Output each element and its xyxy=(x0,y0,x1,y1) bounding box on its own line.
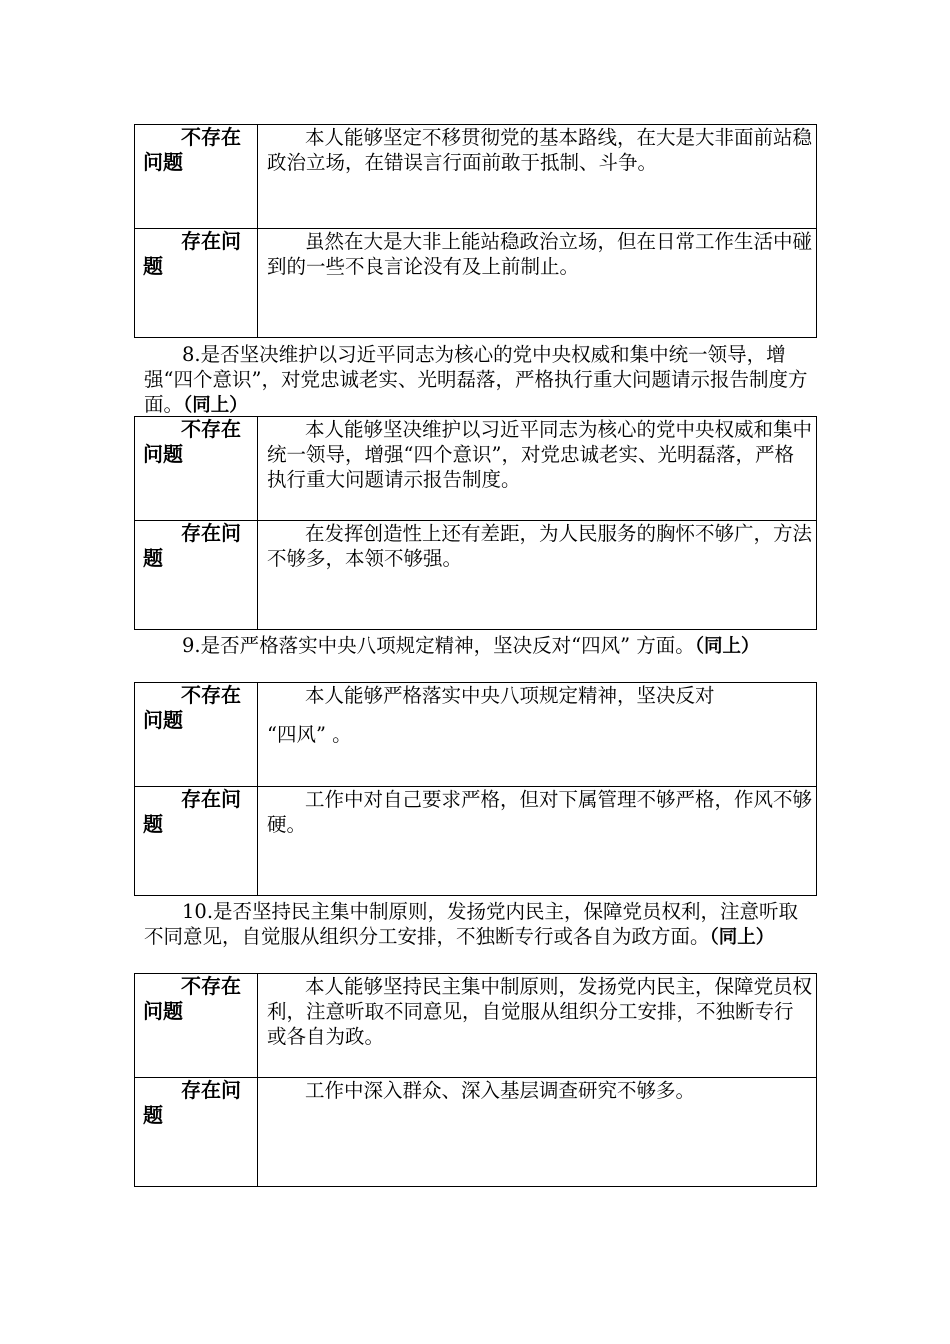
issue-text: 在发挥创造性上还有差距，为人民服务的胸怀不够广，方法不够多，本领不够强。 xyxy=(267,522,813,570)
table-row-no-issue xyxy=(135,974,817,1078)
question-10-text: 10.是否坚持民主集中制原则，发扬党内民主，保障党员权利，注意听取不同意见，自觉服从组织分工安排，不独断专行或各自为政方面。 xyxy=(144,900,799,948)
issue-label: 存在问题 xyxy=(143,787,241,836)
assessment-table-7 xyxy=(134,124,817,338)
table-row-issue xyxy=(135,521,817,630)
no-issue-text: 本人能够坚持民主集中制原则，发扬党内民主，保障党员权利，注意听取不同意见，自觉服从组织分工安排，不独断专行或各自为政。 xyxy=(267,975,813,1048)
question-9-text: 9.是否严格落实中央八项规定精神，坚决反对“四风” 方面。 xyxy=(182,634,695,657)
issue-label: 存在问题 xyxy=(143,521,241,570)
issue-text: 工作中深入群众、深入基层调查研究不够多。 xyxy=(305,1079,696,1102)
question-8 xyxy=(144,342,812,418)
question-9-suffix: （同上） xyxy=(694,636,760,657)
no-issue-label: 不存在问题 xyxy=(143,125,241,174)
issue-text: 虽然在大是大非上能站稳政治立场，但在日常工作生活中碰到的一些不良言论没有及上前制止。 xyxy=(267,230,813,278)
question-10-suffix: （同上） xyxy=(709,927,775,948)
assessment-table-10 xyxy=(134,973,817,1187)
no-issue-text: 本人能够坚定不移贯彻党的基本路线，在大是大非面前站稳政治立场，在错误言行面前敢于抵制、斗争。 xyxy=(267,126,813,174)
assessment-table-8 xyxy=(134,416,817,630)
issue-text: 工作中对自己要求严格，但对下属管理不够严格，作风不够硬。 xyxy=(267,788,813,836)
no-issue-label: 不存在问题 xyxy=(143,974,241,1023)
table-row-no-issue xyxy=(135,125,817,229)
assessment-table-9 xyxy=(134,682,817,896)
table-row-issue xyxy=(135,1078,817,1187)
question-9 xyxy=(144,633,812,659)
table-row-no-issue xyxy=(135,683,817,787)
table-row-no-issue xyxy=(135,417,817,521)
question-8-text: 8.是否坚决维护以习近平同志为核心的党中央权威和集中统一领导，增强“四个意识”，对党忠诚老实、光明磊落，严格执行重大问题请示报告制度方面。 xyxy=(144,343,808,416)
table-row-issue xyxy=(135,229,817,338)
issue-label: 存在问题 xyxy=(143,1078,241,1127)
table-row-issue xyxy=(135,787,817,896)
question-10 xyxy=(144,899,812,950)
no-issue-text: 本人能够严格落实中央八项规定精神，坚决反对 xyxy=(305,684,715,707)
no-issue-text: 本人能够坚决维护以习近平同志为核心的党中央权威和集中统一领导，增强“四个意识”，对党忠诚老实、光明磊落，严格执行重大问题请示报告制度。 xyxy=(267,418,813,491)
no-issue-label: 不存在问题 xyxy=(143,683,241,732)
question-8-suffix: （同上） xyxy=(183,395,248,416)
issue-label: 存在问题 xyxy=(143,229,241,278)
no-issue-label: 不存在问题 xyxy=(143,417,241,466)
no-issue-text-continued: “四风” 。 xyxy=(267,723,352,746)
